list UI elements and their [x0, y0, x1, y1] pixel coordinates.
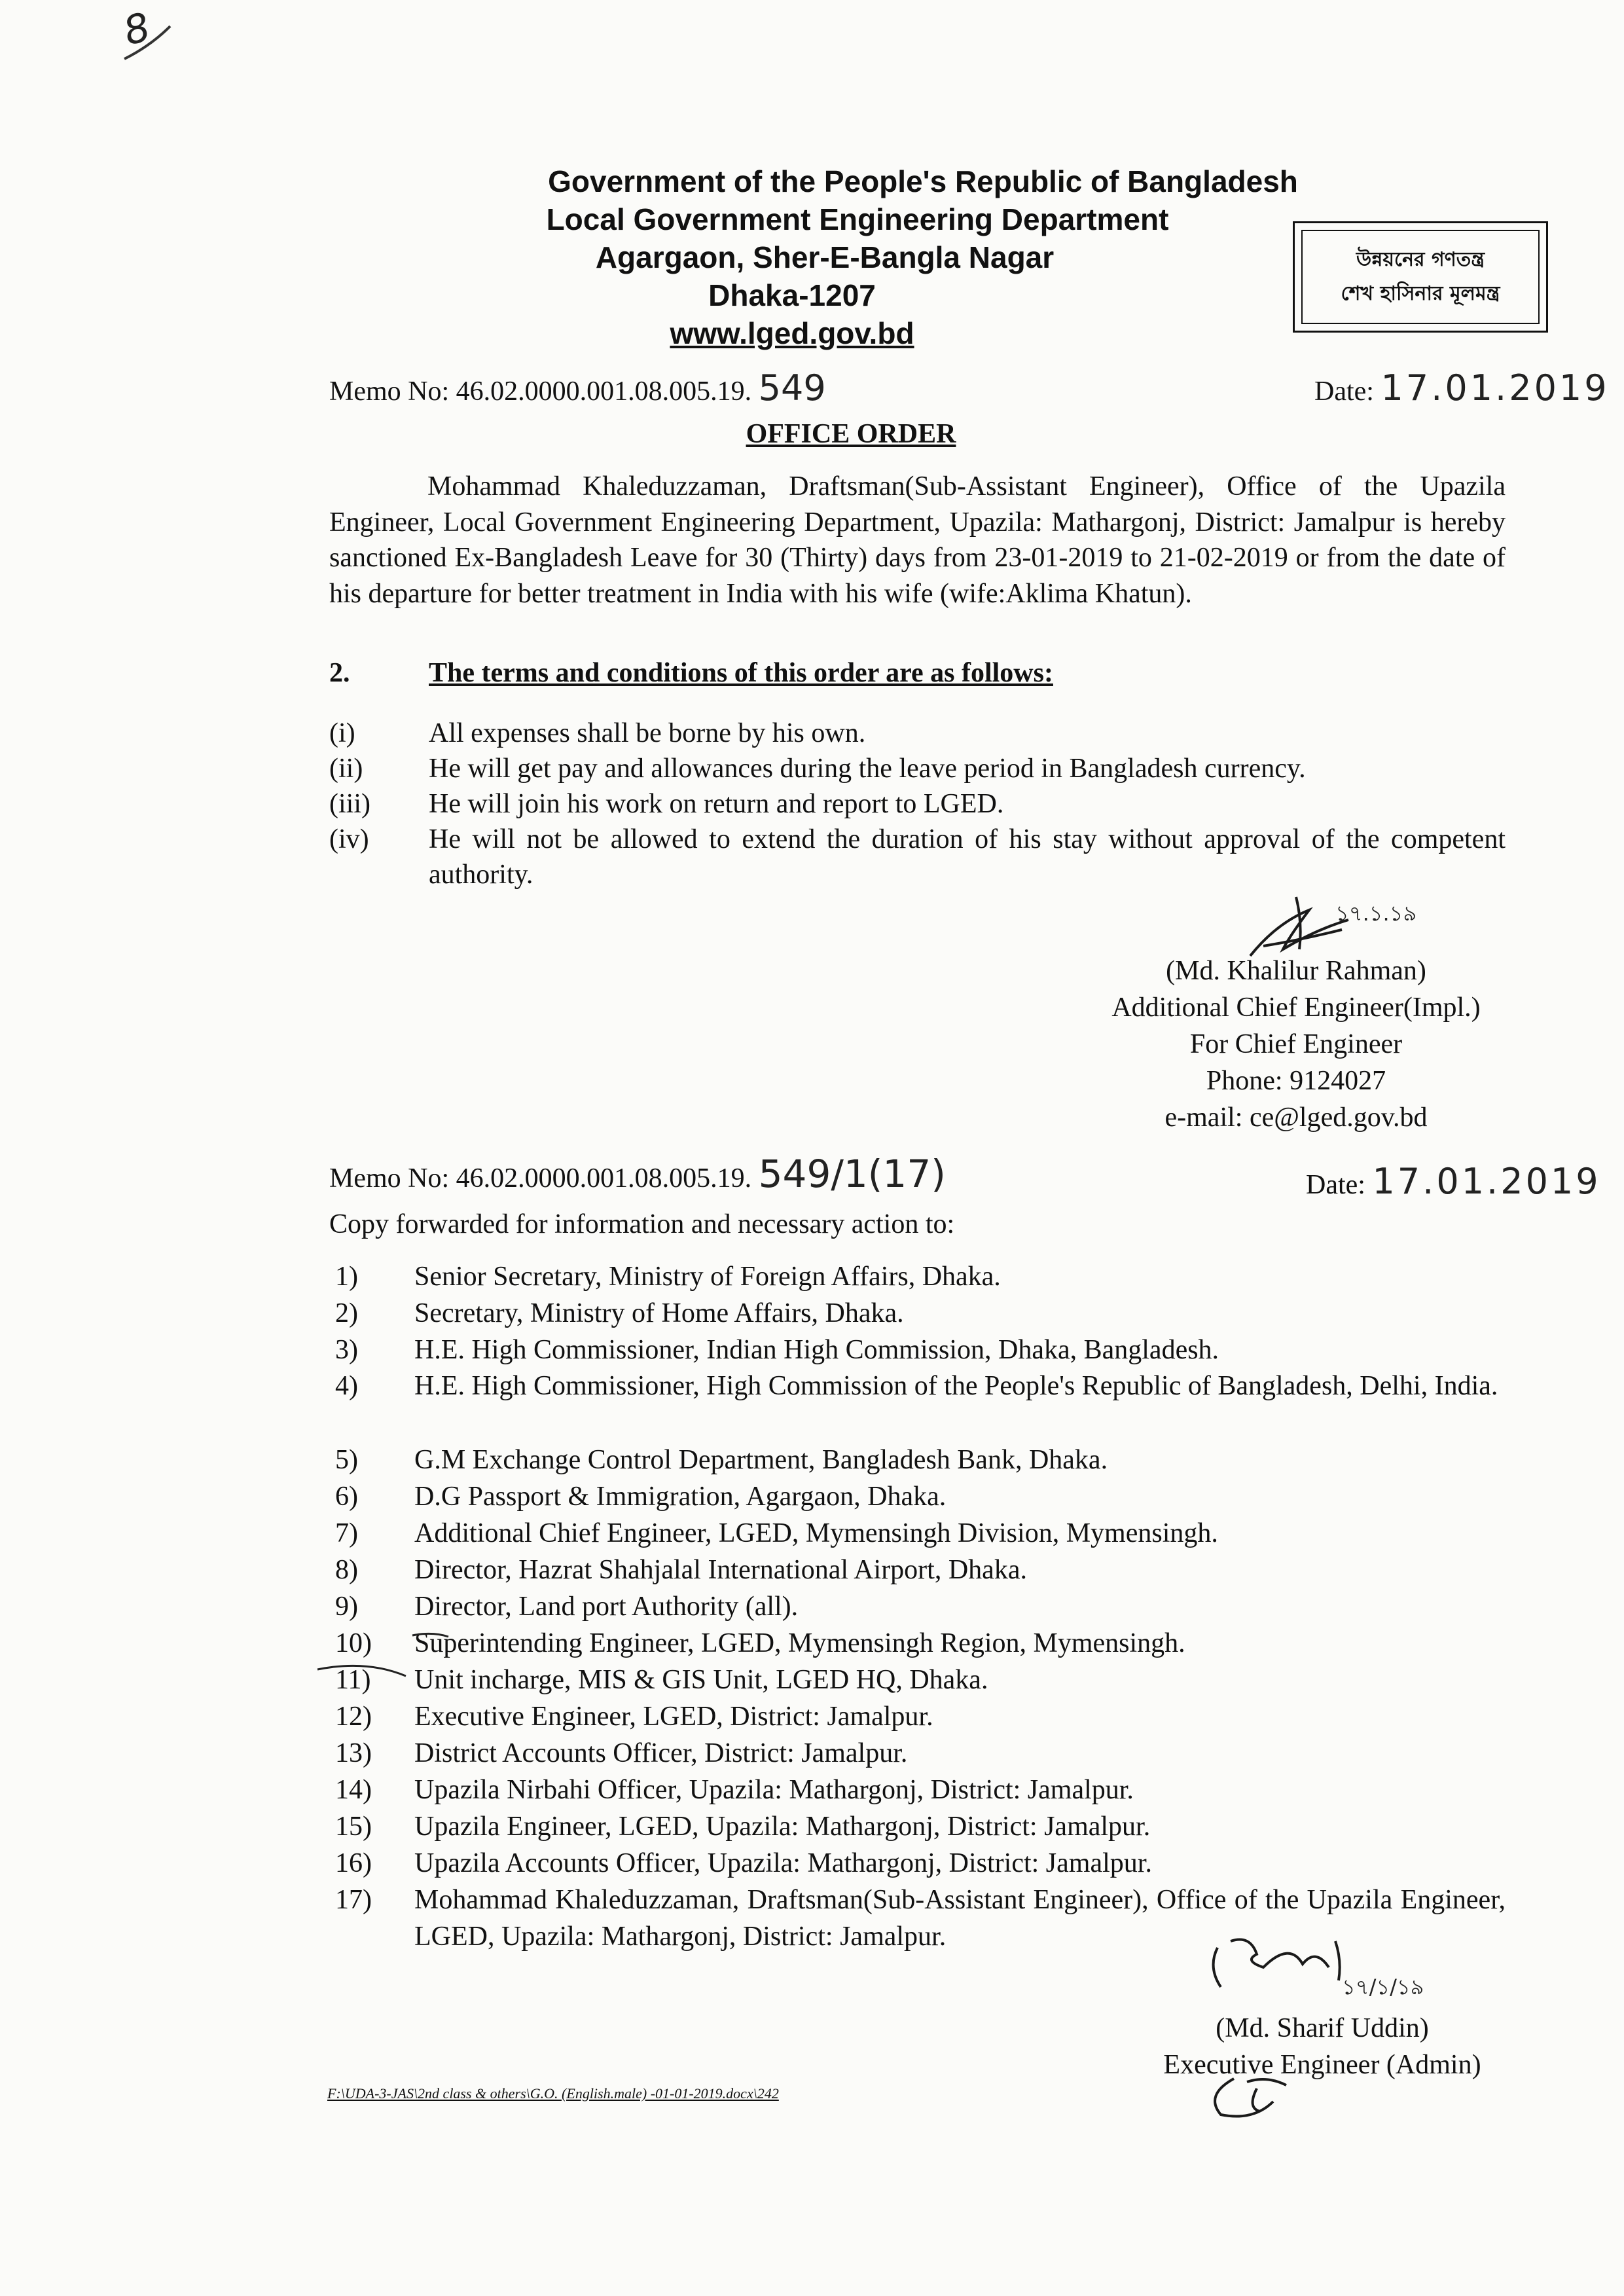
signatory-2-block — [1113, 2010, 1532, 2083]
recipient-text: Superintending Engineer, LGED, Mymensingh Region, Mymensingh. — [414, 1628, 1185, 1658]
signatory-1-email: e-mail: ce@lged.gov.bd — [1164, 1102, 1428, 1133]
memo-2-date-line — [1306, 1163, 1601, 1203]
recipient-number: 13) — [335, 1738, 372, 1768]
recipient-number: 8) — [335, 1555, 358, 1585]
initial-mark — [1195, 2069, 1299, 2128]
recipient-text: Director, Hazrat Shahjalal International Airport, Dhaka. — [414, 1555, 1027, 1585]
recipient-text: Upazila Engineer, LGED, Upazila: Mathargonj, District: Jamalpur. — [414, 1812, 1151, 1842]
memo-number-line — [329, 367, 826, 410]
motto-line-2: শেখ হাসিনার মূলমন্ত্র — [1341, 282, 1500, 305]
recipient-text: Director, Land port Authority (all). — [414, 1592, 799, 1622]
order-body-paragraph: Mohammad Khaleduzzaman, Draftsman(Sub-Assistant Engineer), Office of the Upazila Engineer, Local Government Engineering Department, Upazila: Mathargonj, District: Jamalpur is hereby sanctioned Ex-Bangladesh Leave for 30 (Thirty) days from 23-01-2019 to 21-02-2019 or from the date of his departure for better treatment in India with his wife (wife:Aklima Khatun). — [329, 471, 1506, 609]
recipient-text: Unit incharge, MIS & GIS Unit, LGED HQ, Dhaka. — [414, 1665, 988, 1695]
motto-box — [1293, 221, 1548, 333]
signatory-1-name: (Md. Khalilur Rahman) — [1166, 956, 1426, 986]
term-number: (iv) — [329, 824, 369, 854]
recipient-number: 17) — [335, 1885, 372, 1915]
recipient-number: 14) — [335, 1775, 372, 1805]
memo-date-line — [1314, 367, 1610, 410]
recipient-number: 16) — [335, 1848, 372, 1878]
memo-date-label: Date: — [1314, 376, 1374, 407]
recipient-text: H.E. High Commissioner, Indian High Commission, Dhaka, Bangladesh. — [414, 1335, 1219, 1365]
signature-2-date: ১৭/১/১৯ — [1342, 1975, 1424, 1999]
term-text: All expenses shall be borne by his own. — [429, 718, 866, 748]
recipient-number: 11) — [335, 1665, 371, 1695]
recipient-number: 4) — [335, 1371, 358, 1401]
signatory-1-block — [1067, 953, 1525, 1136]
signatory-2-title: Executive Engineer (Admin) — [1163, 2050, 1481, 2080]
memo-2-date-handwritten: 17.01.2019 — [1372, 1161, 1601, 1202]
signatory-2-name: (Md. Sharif Uddin) — [1216, 2013, 1429, 2043]
recipient-number: 1) — [335, 1262, 358, 1292]
recipient-number: 10) — [335, 1628, 372, 1658]
recipient-text: G.M Exchange Control Department, Bangladesh Bank, Dhaka. — [414, 1445, 1108, 1475]
motto-line-1: উন্নয়নের গণতন্ত্র — [1356, 248, 1485, 271]
header-line-4: Dhaka-1207 — [708, 278, 876, 312]
header-line-2: Local Government Engineering Department — [546, 202, 1169, 236]
recipient-text: District Accounts Officer, District: Jamalpur. — [414, 1738, 908, 1768]
corner-mark-stroke — [118, 13, 177, 65]
recipient-number: 3) — [335, 1335, 358, 1365]
recipient-number: 9) — [335, 1592, 358, 1622]
term-text: He will get pay and allowances during the leave period in Bangladesh currency. — [429, 754, 1306, 784]
memo-2-number-handwritten: 549/1(17) — [758, 1152, 946, 1196]
recipient-text: Upazila Nirbahi Officer, Upazila: Mathargonj, District: Jamalpur. — [414, 1775, 1134, 1805]
term-number: (ii) — [329, 754, 363, 784]
recipient-text: Secretary, Ministry of Home Affairs, Dhaka. — [414, 1298, 904, 1328]
signatory-1-title: Additional Chief Engineer(Impl.) — [1111, 993, 1481, 1023]
signatory-1-for: For Chief Engineer — [1189, 1029, 1403, 1059]
terms-number: 2. — [329, 658, 350, 688]
memo-2-label: Memo No: 46.02.0000.001.08.005.19. — [329, 1163, 752, 1194]
recipient-number: 6) — [335, 1482, 358, 1512]
header-line-1: Government of the People's Republic of Bangladesh — [548, 164, 1298, 198]
memo-number-handwritten: 549 — [758, 367, 826, 409]
recipient-number: 7) — [335, 1518, 358, 1548]
recipient-number: 2) — [335, 1298, 358, 1328]
memo-label: Memo No: 46.02.0000.001.08.005.19. — [329, 376, 752, 407]
terms-heading: The terms and conditions of this order are as follows: — [429, 658, 1053, 688]
memo-2-date-label: Date: — [1306, 1170, 1365, 1200]
recipient-text: H.E. High Commissioner, High Commission of the People's Republic of Bangladesh, Delhi, India. — [414, 1371, 1498, 1401]
recipient-number: 15) — [335, 1812, 372, 1842]
office-order-title: OFFICE ORDER — [746, 419, 956, 449]
term-text: He will join his work on return and report to LGED. — [429, 789, 1004, 819]
header-website: www.lged.gov.bd — [670, 316, 914, 350]
recipient-text: D.G Passport & Immigration, Agargaon, Dhaka. — [414, 1482, 947, 1512]
signature-1-date: ১৭.১.১৯ — [1335, 901, 1417, 926]
handwritten-strike-marks — [308, 1630, 452, 1702]
term-number: (i) — [329, 718, 355, 748]
recipient-text: Upazila Accounts Officer, Upazila: Mathargonj, District: Jamalpur. — [414, 1848, 1152, 1878]
recipient-number: 12) — [335, 1702, 372, 1732]
copy-forward-intro: Copy forwarded for information and necessary action to: — [329, 1209, 955, 1239]
memo-2-number-line — [329, 1152, 946, 1197]
recipient-text: Additional Chief Engineer, LGED, Mymensingh Division, Mymensingh. — [414, 1518, 1218, 1548]
term-text: He will not be allowed to extend the duration of his stay without approval of the competent authority. — [429, 824, 1506, 890]
signatory-1-phone: Phone: 9124027 — [1206, 1066, 1386, 1096]
recipient-number: 5) — [335, 1445, 358, 1475]
term-number: (iii) — [329, 789, 370, 819]
footer-file-path: F:\UDA-3-JAS\2nd class & others\G.O. (English.male) -01-01-2019.docx\242 — [327, 2085, 779, 2102]
recipient-text: Mohammad Khaleduzzaman, Draftsman(Sub-Assistant Engineer), Office of the Upazila Engineer, LGED, Upazila: Mathargonj, District: Jamalpur. — [414, 1885, 1506, 1952]
header-line-3: Agargaon, Sher-E-Bangla Nagar — [595, 240, 1055, 274]
corner-mark: 8 — [118, 4, 155, 55]
recipient-text: Senior Secretary, Ministry of Foreign Affairs, Dhaka. — [414, 1262, 1001, 1292]
recipient-text: Executive Engineer, LGED, District: Jamalpur. — [414, 1702, 933, 1732]
memo-date-handwritten: 17.01.2019 — [1380, 367, 1610, 409]
